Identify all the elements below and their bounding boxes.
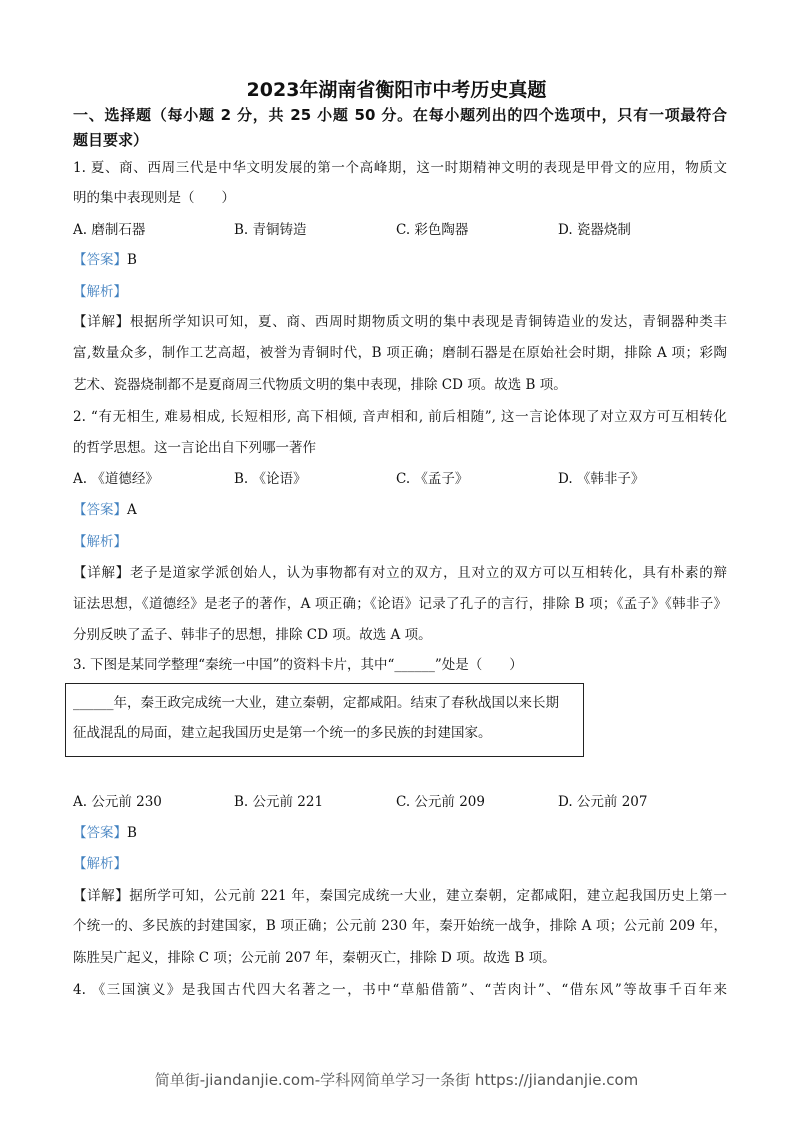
q1-detail-2: 富,数量众多，制作工艺高超，被誉为青铜时代，B 项正确；磨制石器是在原始社会时期，排除 A 项；彩陶 [73,345,727,361]
answer-label: 【答案】 [73,502,127,518]
q2-answer [73,500,727,520]
detail-label: 【详解】 [73,565,130,581]
q1-stem: 1. 夏、商、西周三代是中华文明发展的第一个高峰期，这一时期精神文明的表现是甲骨文的应用，物质文 [73,160,727,176]
section-heading: 一、选择题（每小题 2 分，共 25 小题 50 分。在每小题列出的四个选项中，只有一项最符合 [73,106,727,124]
q1-detail [73,312,727,332]
q1-option-d: D. 瓷器烧制 [558,222,631,238]
analysis-label: 【解析】 [73,856,127,872]
section-heading-cont: 题目要求） [73,131,149,149]
q3-option-d: D. 公元前 207 [558,794,648,810]
analysis-label: 【解析】 [73,284,127,300]
q2-option-a: A. 《道德经》 [73,471,159,487]
detail-label: 【详解】 [73,314,130,330]
q1-option-a: A. 磨制石器 [73,222,146,238]
footer-watermark: 简单街-jiandanjie.com-学科网简单学习一条街 https://jiandanjie.com [154,1071,639,1089]
q3-option-b: B. 公元前 221 [234,794,324,810]
q3-option-c: C. 公元前 209 [396,794,485,810]
q2-option-d: D. 《韩非子》 [558,471,645,487]
q3-detail [73,886,727,906]
q3-detail-3: 陈胜吴广起义，排除 C 项；公元前 207 年，秦朝灭亡，排除 D 项。故选 B 项。 [73,950,556,966]
detail-text: 根据所学知识可知，夏、商、西周时期物质文明的集中表现是青铜铸造业的发达，青铜器种类丰 [129,314,728,330]
q2-detail [73,563,727,583]
q1-stem-cont: 明的集中表现则是（ ） [73,190,235,206]
answer-value: A [127,502,137,518]
q3-answer [73,823,727,843]
q2-option-b: B. 《论语》 [234,471,307,487]
analysis-label: 【解析】 [73,534,127,550]
q2-stem-cont: 的哲学思想。这一言论出自下列哪一著作 [73,440,316,456]
q1-detail-3: 艺术、瓷器烧制都不是夏商周三代物质文明的集中表现，排除 CD 项。故选 B 项。 [73,377,567,393]
q3-detail-2: 个统一的、多民族的封建国家，B 项正确；公元前 230 年，秦开始统一战争，排除 A 项；公元前 209 年， [73,918,727,934]
q2-option-c: C. 《孟子》 [396,471,469,487]
q1-answer [73,250,727,270]
q2-detail-2: 证法思想，《道德经》是老子的著作，A 项正确；《论语》记录了孔子的言行，排除 B 项；《孟子》《韩非子》 [73,596,727,612]
q1-option-c: C. 彩色陶器 [396,222,469,238]
answer-label: 【答案】 [73,825,127,841]
q3-stem: 3. 下图是某同学整理“秦统一中国”的资料卡片，其中“______”处是（ ） [73,657,523,673]
q3-option-a: A. 公元前 230 [73,794,162,810]
detail-text: 据所学可知，公元前 221 年，秦国完成统一大业，建立秦朝，定都咸阳，建立起我国历史上第一 [129,888,727,904]
answer-value: B [127,825,137,841]
q2-detail-3: 分别反映了孟子、韩非子的思想，排除 CD 项。故选 A 项。 [73,627,432,643]
detail-label: 【详解】 [73,888,130,904]
q2-stem: 2. “有无相生, 难易相成, 长短相形, 高下相倾, 音声相和, 前后相随”, 这一言论体现了对立双方可互相转化 [73,409,727,425]
answer-value: B [127,252,137,268]
material-card-line-2: 征战混乱的局面，建立起我国历史是第一个统一的多民族的封建国家。 [73,725,492,741]
document-title: 2023年湖南省衡阳市中考历史真题 [246,79,547,101]
q4-stem: 4. 《三国演义》是我国古代四大名著之一，书中“草船借箭”、“苦肉计”、“借东风”等故事千百年来 [73,982,727,998]
material-card-line-1: ______年，秦王政完成统一大业，建立秦朝，定都咸阳。结束了春秋战国以来长期 [73,695,559,711]
answer-label: 【答案】 [73,252,127,268]
q1-option-b: B. 青铜铸造 [234,222,307,238]
detail-text: 老子是道家学派创始人，认为事物都有对立的双方，且对立的双方可以互相转化，具有朴素的辩 [129,565,728,581]
